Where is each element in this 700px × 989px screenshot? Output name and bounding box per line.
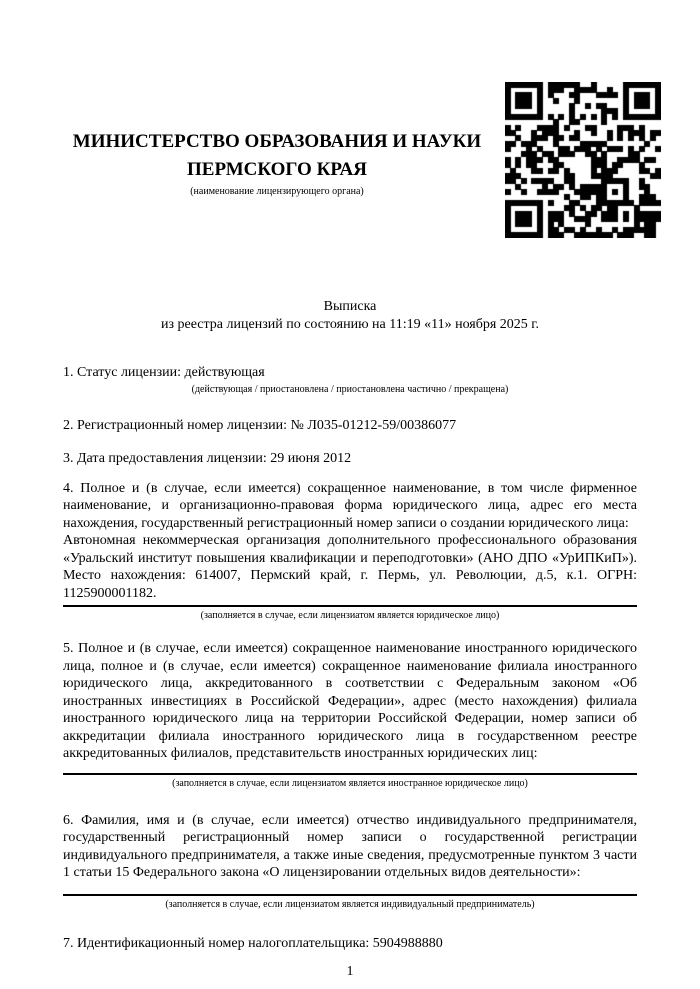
legal-entity-fill-line	[63, 605, 637, 607]
entrepreneur-fill-line	[63, 894, 637, 896]
entrepreneur-question-text: 6. Фамилия, имя и (в случае, если имеется) отчество индивидуального предпринимателя, государственный регистрационный номер записи о государственной регистрации индивидуального предпринимателя, а также иные сведения, предусмотренные пунктом 3 части 1 статьи 15 Федерального закона «О лицензировании отдельных видов деятельности»:	[63, 812, 637, 880]
entrepreneur-item	[63, 812, 637, 911]
foreign-entity-fill-line	[63, 773, 637, 775]
ministry-name-line2: ПЕРМСКОГО КРАЯ	[187, 159, 367, 180]
license-status-item	[63, 364, 637, 396]
extract-title-block	[63, 298, 637, 334]
taxpayer-id-item	[63, 935, 637, 953]
extract-subtitle: из реестра лицензий по состоянию на 11:19 «11» ноября 2025 г.	[161, 317, 539, 332]
page-number: 1	[346, 964, 354, 979]
registration-number-text: 2. Регистрационный номер лицензии: № Л035-01212-59/00386077	[63, 417, 457, 433]
license-status-options-caption: (действующая / приостановлена / приостановлена частично / прекращена)	[191, 383, 509, 395]
foreign-entity-caption: (заполняется в случае, если лицензиатом является иностранное юридическое лицо)	[172, 777, 528, 789]
legal-entity-item	[63, 480, 637, 623]
taxpayer-id-text: 7. Идентификационный номер налогоплательщика: 5904988880	[63, 935, 443, 951]
licensing-authority-header	[63, 128, 491, 198]
qr-code	[505, 82, 661, 238]
extract-title: Выписка	[323, 299, 377, 314]
license-grant-date-text: 3. Дата предоставления лицензии: 29 июня 2012	[63, 451, 352, 466]
legal-entity-caption: (заполняется в случае, если лицензиатом является юридическое лицо)	[200, 610, 500, 621]
foreign-entity-item	[63, 640, 637, 790]
legal-entity-question-text: 4. Полное и (в случае, если имеется) сокращенное наименование, в том числе фирменное наименование, и организационно-правовая форма юридического лица, адрес его места нахождения, государственный регистрационный номер записи о создании юридического лица:	[63, 480, 637, 531]
foreign-entity-question-text: 5. Полное и (в случае, если имеется) сокращенное наименование иностранного юридического лица, полное и (в случае, если имеется) сокращенное наименование филиала иностранного юридического лица, аккредитованного в соответствии с Федеральным законом «Об иностранных инвестициях в Российской Федерации», адрес (место нахождения) филиала иностранного юридического лица на территории Российской Федерации, номер записи об аккредитации филиала иностранного юридического лица в государственном реестре аккредитованных филиалов, представительств иностранных юридических лиц:	[63, 641, 637, 761]
ministry-name-line1: МИНИСТЕРСТВО ОБРАЗОВАНИЯ И НАУКИ	[72, 131, 482, 152]
legal-entity-value-text: Автономная некоммерческая организация дополнительного профессионального образования «Уральский институт повышения квалификации и переподготовки» (АНО ДПО «УрИПКиП»). Место нахождения: 614007, Пермский край, г. Пермь, ул. Революции, д.5, к.1. ОГРН: 1125900001182.	[63, 533, 637, 601]
license-status-text: 1. Статус лицензии: действующая	[63, 365, 265, 380]
licensing-authority-caption: (наименование лицензирующего органа)	[190, 186, 364, 197]
license-grant-date-item	[63, 450, 637, 468]
entrepreneur-caption: (заполняется в случае, если лицензиатом является индивидуальный предприниматель)	[165, 898, 535, 910]
registration-number-item	[63, 417, 637, 435]
document-content	[0, 128, 700, 980]
